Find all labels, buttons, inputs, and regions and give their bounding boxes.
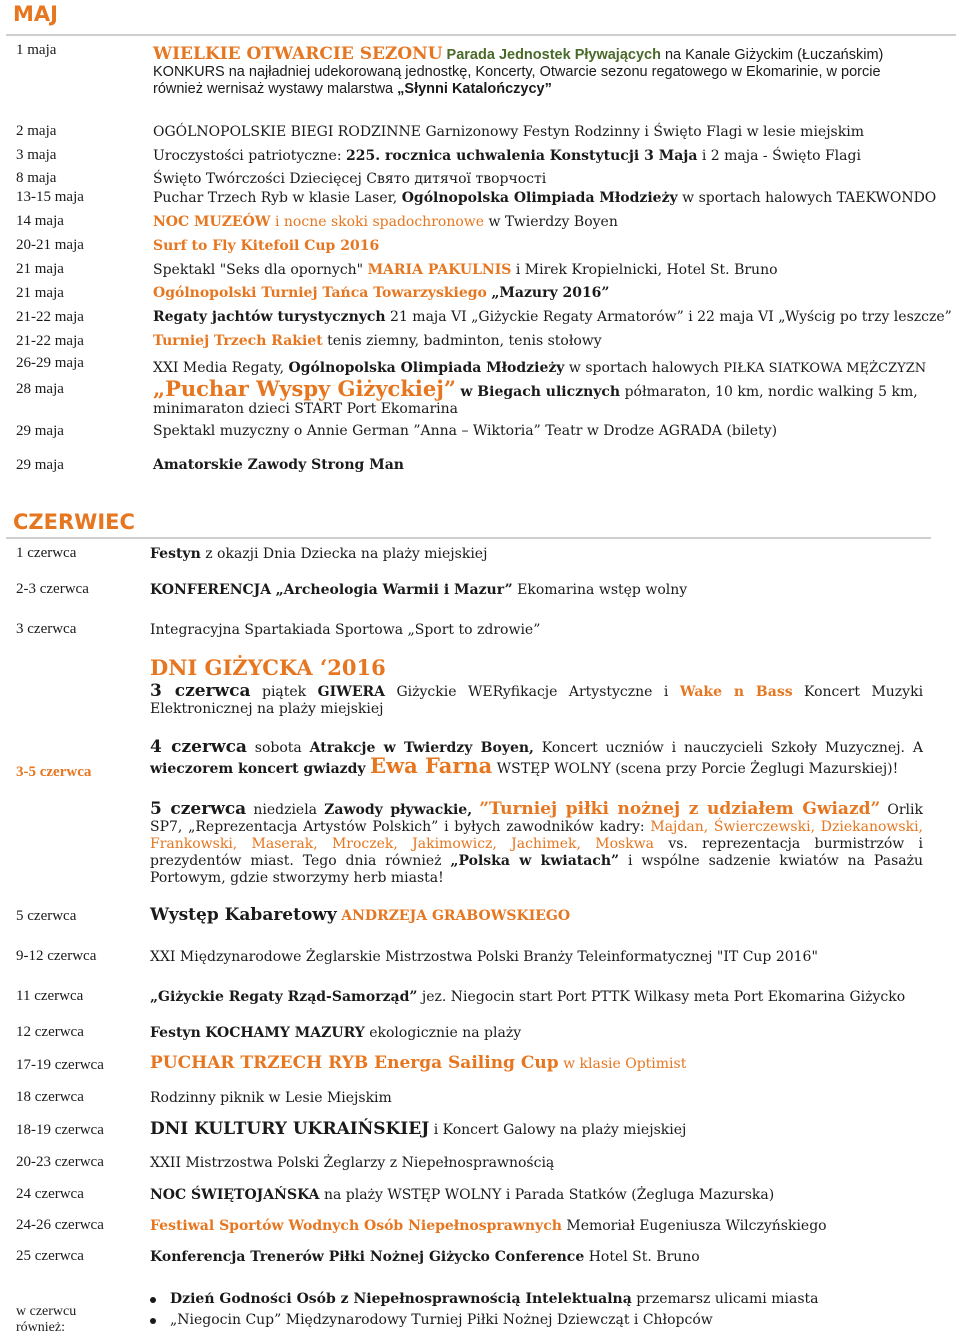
event-description: Święto Twórczości Dziecięcej Свято дитячої творчості bbox=[153, 171, 547, 187]
event-date: 21-22 maja bbox=[16, 333, 84, 349]
event-description: Amatorskie Zawody Strong Man bbox=[153, 457, 404, 473]
event-description: Ogólnopolski Turniej Tańca Towarzyskiego „Mazury 2016” bbox=[153, 285, 610, 301]
dni-gizycka-title: DNI GIŻYCKA ‘2016 bbox=[150, 655, 386, 680]
event-date: 9-12 czerwca bbox=[16, 948, 97, 964]
also-list bbox=[150, 1289, 818, 1331]
event-date: 8 maja bbox=[16, 170, 57, 186]
event-date: 13-15 maja bbox=[16, 189, 84, 205]
event-description: PUCHAR TRZECH RYB Energa Sailing Cup w klasie Optimist bbox=[150, 1053, 687, 1073]
month-heading-maj: MAJ bbox=[13, 2, 58, 26]
event-date: w czerwcu również: bbox=[16, 1304, 77, 1335]
event-date: 21 maja bbox=[16, 285, 64, 301]
divider bbox=[6, 537, 931, 539]
event-date: 18 czerwca bbox=[16, 1089, 84, 1105]
event-description: Uroczystości patriotyczne: 225. rocznica uchwalenia Konstytucji 3 Maja i 2 maja - Święto Flagi bbox=[153, 148, 861, 164]
event-date: 21 maja bbox=[16, 261, 64, 277]
event-description: NOC ŚWIĘTOJAŃSKA na plaży WSTĘP WOLNY i Parada Statków (Żegluga Mazurska) bbox=[150, 1187, 775, 1203]
event-description: „Giżyckie Regaty Rząd-Samorząd” jez. Niegocin start Port PTTK Wilkasy meta Port Ekomarina Giżycko bbox=[150, 989, 906, 1005]
event-date: 29 maja bbox=[16, 423, 64, 439]
event-date: 17-19 czerwca bbox=[16, 1057, 104, 1073]
event-description: WIELKIE OTWARCIE SEZONU Parada Jednostek Pływających na Kanale Giżyckim (Łuczańskim) KONKURS na najładniej udekorowaną jednostkę, Koncerty, Otwarcie sezonu regatowego w Ekomarinie, w porcie również wernisaż wystawy malarstwa „Słynni Katalończycy” bbox=[153, 44, 884, 97]
list-item: „Niegocin Cup” Międzynarodowy Turniej Piłki Nożnej Dziewcząt i Chłopców bbox=[150, 1310, 818, 1331]
event-description: Konferencja Trenerów Piłki Nożnej Giżycko Conference Hotel St. Bruno bbox=[150, 1249, 700, 1265]
event-date: 2-3 czerwca bbox=[16, 581, 89, 597]
event-description: Festiwal Sportów Wodnych Osób Niepełnosprawnych Memoriał Eugeniusza Wilczyńskiego bbox=[150, 1218, 827, 1234]
event-description: NOC MUZEÓW i nocne skoki spadochronowe w Twierdzy Boyen bbox=[153, 214, 618, 230]
dni-day-3: 3 czerwca piątek GIWERA Giżyckie WERyfikacje Artystyczne i Wake n Bass Koncert Muzyki Elektronicznej na plaży miejskiej bbox=[150, 681, 924, 717]
event-description: Regaty jachtów turystycznych 21 maja VI „Giżyckie Regaty Armatorów” i 22 maja VI „Wyścig po trzy leszcze” bbox=[153, 309, 952, 325]
event-date: 26-29 maja bbox=[16, 355, 84, 371]
dni-day-5: 5 czerwca niedziela Zawody pływackie, ”Turniej piłki nożnej z udziałem Gwiazd” Orlik SP7, „Reprezentacja Artystów Polskich” i byłych zawodników kadry: Majdan, Świerczewski, Dziekanowski, Frankowski, Maserak, Mroczek, Jakimowicz, Jachimek, Moskwa vs. reprezentacja burmistrzów i prezydentów miast. Tego dnia również „Polska w kwiatach” i wspólne sadzenie kwiatów na Pasażu Portowym, gdzie stworzymy herb miasta! bbox=[150, 799, 924, 886]
event-description: Turniej Trzech Rakiet tenis ziemny, badminton, tenis stołowy bbox=[153, 333, 602, 349]
event-date: 20-21 maja bbox=[16, 237, 84, 253]
event-description: Występ Kabaretowy ANDRZEJA GRABOWSKIEGO bbox=[150, 905, 571, 925]
event-date: 29 maja bbox=[16, 457, 64, 473]
event-description: KONFERENCJA „Archeologia Warmii i Mazur” Ekomarina wstęp wolny bbox=[150, 582, 688, 598]
event-date: 24 czerwca bbox=[16, 1186, 84, 1202]
event-description: Spektakl muzyczny o Annie German ”Anna – Wiktoria” Teatr w Drodze AGRADA (bilety) bbox=[153, 423, 778, 439]
event-date: 2 maja bbox=[16, 123, 57, 139]
event-date: 28 maja bbox=[16, 381, 64, 397]
event-description: Puchar Trzech Ryb w klasie Laser, Ogólnopolska Olimpiada Młodzieży w sportach halowych TAEKWONDO bbox=[153, 190, 937, 206]
event-date: 21-22 maja bbox=[16, 309, 84, 325]
event-date: 11 czerwca bbox=[16, 988, 84, 1004]
list-item: Dzień Godności Osób z Niepełnosprawnością Intelektualną przemarsz ulicami miasta bbox=[150, 1289, 818, 1310]
dni-day-4: 4 czerwca sobota Atrakcje w Twierdzy Boyen, Koncert uczniów i nauczycieli Szkoły Muzycznej. A wieczorem koncert gwiazdy Ewa Farna WSTĘP WOLNY (scena przy Porcie Żeglugi Mazurskiej)! bbox=[150, 737, 923, 778]
event-description: „Puchar Wyspy Giżyckiej” w Biegach ulicznych półmaraton, 10 km, nordic walking 5 km, minimaraton dzieci START Port Ekomarina bbox=[153, 376, 918, 417]
event-description: Festyn z okazji Dnia Dziecka na plaży miejskiej bbox=[150, 546, 488, 562]
event-date: 3 czerwca bbox=[16, 621, 77, 637]
event-description: XXI Międzynarodowe Żeglarskie Mistrzostwa Polski Branży Teleinformatycznej "IT Cup 2016" bbox=[150, 949, 818, 965]
divider bbox=[6, 34, 956, 36]
event-description: Integracyjna Spartakiada Sportowa „Sport to zdrowie” bbox=[150, 622, 541, 638]
event-description: Festyn KOCHAMY MAZURY ekologicznie na plaży bbox=[150, 1025, 522, 1041]
event-date: 20-23 czerwca bbox=[16, 1154, 104, 1170]
event-description: OGÓLNOPOLSKIE BIEGI RODZINNE Garnizonowy Festyn Rodzinny i Święto Flagi w lesie miejskim bbox=[153, 124, 864, 140]
event-date: 3 maja bbox=[16, 147, 57, 163]
event-date: 12 czerwca bbox=[16, 1024, 84, 1040]
event-date: 18-19 czerwca bbox=[16, 1122, 104, 1138]
event-date: 25 czerwca bbox=[16, 1248, 84, 1264]
event-date: 1 czerwca bbox=[16, 545, 77, 561]
event-date: 5 czerwca bbox=[16, 908, 77, 924]
event-description: DNI KULTURY UKRAIŃSKIEJ i Koncert Galowy na plaży miejskiej bbox=[150, 1119, 687, 1139]
event-description: XXI Media Regaty, Ogólnopolska Olimpiada Młodzieży w sportach halowych PIŁKA SIATKOWA MĘŻCZYZN bbox=[153, 360, 927, 376]
event-date: 3-5 czerwca bbox=[16, 764, 92, 780]
month-heading-czerwiec: CZERWIEC bbox=[13, 510, 135, 534]
event-date: 1 maja bbox=[16, 42, 57, 58]
event-date: 24-26 czerwca bbox=[16, 1217, 104, 1233]
event-description: XXII Mistrzostwa Polski Żeglarzy z Niepełnosprawnością bbox=[150, 1155, 555, 1171]
event-description: Spektakl "Seks dla opornych" MARIA PAKULNIS i Mirek Kropielnicki, Hotel St. Bruno bbox=[153, 262, 778, 278]
event-description: Rodzinny piknik w Lesie Miejskim bbox=[150, 1090, 392, 1106]
event-description: Surf to Fly Kitefoil Cup 2016 bbox=[153, 238, 380, 254]
event-date: 14 maja bbox=[16, 213, 64, 229]
